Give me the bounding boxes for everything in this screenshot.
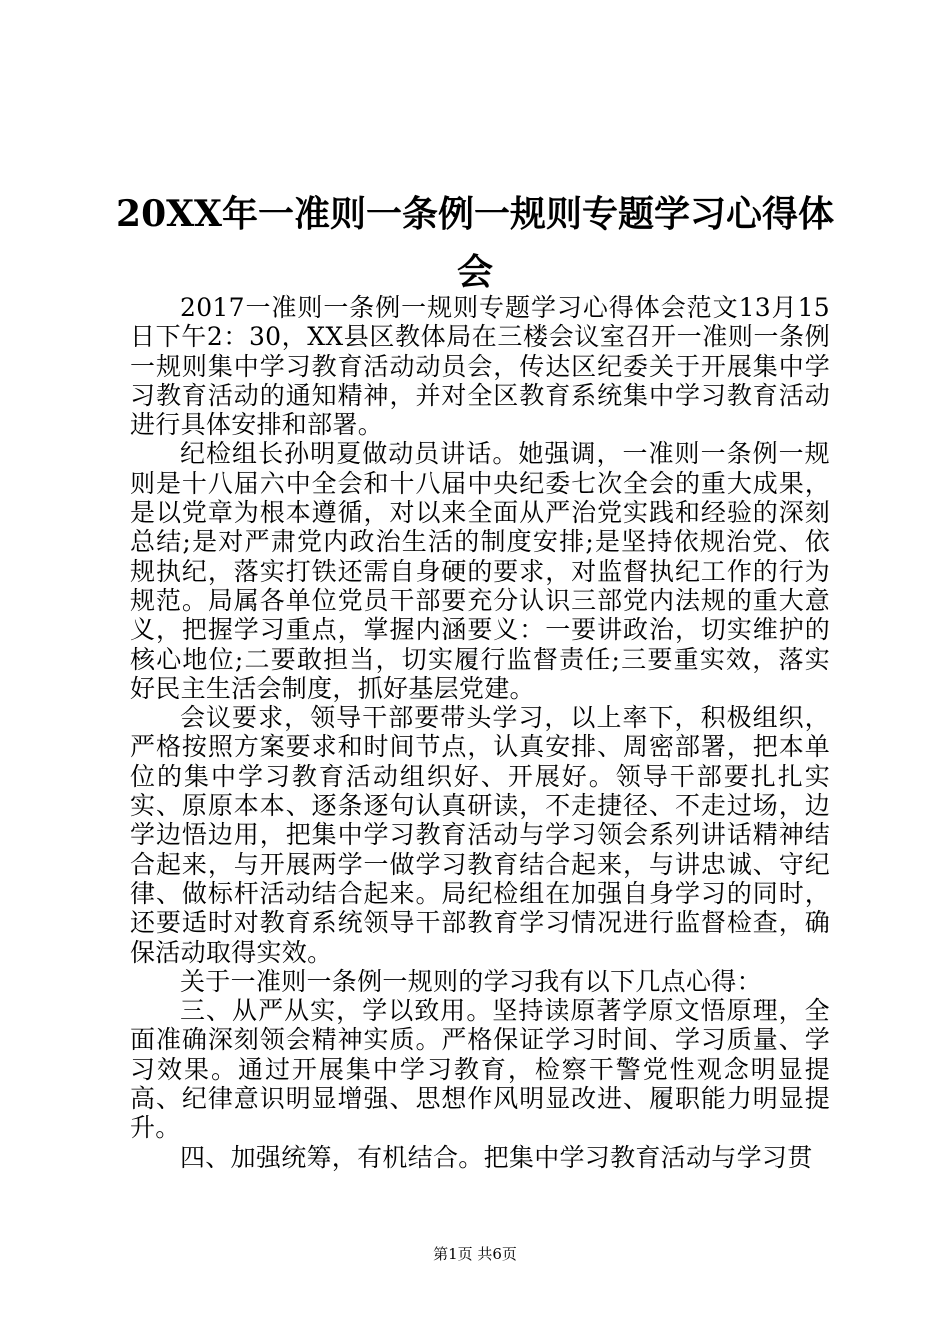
document-title: 20XX年一准则一条例一规则专题学习心得体会 <box>116 193 834 293</box>
paragraph: 纪检组长孙明夏做动员讲话。她强调，一准则一条例一规则是十八届六中全会和十八届中央纪委七次全会的重大成果，是以党章为根本遵循，对以来全面从严治党实践和经验的深刻总结;是对严肃党内政治生活的制度安排;是坚持依规治党、依规执纪，落实打铁还需自身硬的要求，对监督执纪工作的行为规范。局属各单位党员干部要充分认识三部党内法规的重大意义，把握学习重点，掌握内涵要义：一要讲政治，切实维护的核心地位;二要敢担当，切实履行监督责任;三要重实效，落实好民主生活会制度，抓好基层党建。 <box>130 439 830 703</box>
paragraph: 2017一准则一条例一规则专题学习心得体会范文13月15日下午2：30，XX县区教体局在三楼会议室召开一准则一条例一规则集中学习教育活动动员会，传达区纪委关于开展集中学习教育活动的通知精神，并对全区教育系统集中学习教育活动进行具体安排和部署。 <box>130 293 830 440</box>
paragraph: 关于一准则一条例一规则的学习我有以下几点心得： <box>180 966 762 996</box>
paragraph: 会议要求，领导干部要带头学习，以上率下，积极组织，严格按照方案要求和时间节点，认真安排、周密部署，把本单位的集中学习教育活动组织好、开展好。领导干部要扎扎实实、原原本本、逐条逐句认真研读，不走捷径、不走过场，边学边悟边用，把集中学习教育活动与学习领会系列讲话精神结合起来，与开展两学一做学习教育结合起来，与讲忠诚、守纪律、做标杆活动结合起来。局纪检组在加强自身学习的同时，还要适时对教育系统领导干部教育学习情况进行监督检查，确保活动取得实效。 <box>130 703 830 967</box>
paragraph: 四、加强统筹，有机结合。把集中学习教育活动与学习贯 <box>180 1142 813 1172</box>
page-number-footer: 第1页 共6页 <box>433 1245 517 1263</box>
paragraph: 三、从严从实，学以致用。坚持读原著学原文悟原理，全面准确深刻领会精神实质。严格保证学习时间、学习质量、学习效果。通过开展集中学习教育，检察干警党性观念明显提高、纪律意识明显增强、思想作风明显改进、履职能力明显提升。 <box>130 996 830 1143</box>
document-body <box>130 293 830 1172</box>
